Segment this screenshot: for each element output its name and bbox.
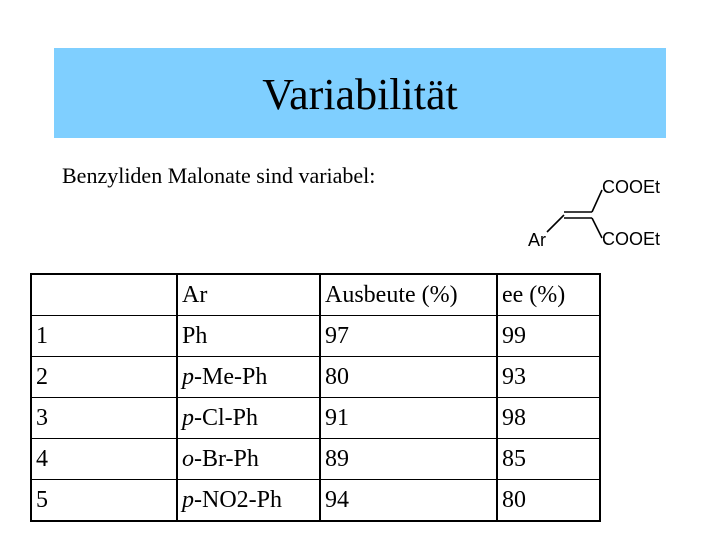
- header-yield: Ausbeute (%): [320, 274, 497, 316]
- row-index: 3: [31, 398, 177, 439]
- ar-prefix: p: [182, 363, 194, 390]
- table-row: [31, 480, 600, 522]
- title-bar: [54, 48, 666, 138]
- row-ee: 98: [497, 398, 600, 439]
- row-ar: [177, 398, 320, 439]
- row-yield: 94: [320, 480, 497, 522]
- row-index: 5: [31, 480, 177, 522]
- ar-prefix: o: [182, 445, 194, 472]
- results-table: [30, 273, 601, 522]
- table-header-row: [31, 274, 600, 316]
- row-ee: 80: [497, 480, 600, 522]
- row-ar: [177, 480, 320, 522]
- row-ar: [177, 357, 320, 398]
- row-ar: [177, 316, 320, 357]
- row-yield: 91: [320, 398, 497, 439]
- ester-top-label: COOEt: [602, 177, 661, 197]
- bond-ar: [547, 215, 564, 232]
- ar-name: -NO2-Ph: [194, 486, 282, 513]
- header-ee: ee (%): [497, 274, 600, 316]
- header-index: [31, 274, 177, 316]
- row-yield: 89: [320, 439, 497, 480]
- ester-bottom-label: COOEt: [602, 229, 661, 249]
- row-ee: 93: [497, 357, 600, 398]
- ar-name: Ph: [182, 322, 208, 349]
- table-row: [31, 357, 600, 398]
- ar-name: -Cl-Ph: [194, 404, 259, 431]
- row-index: 4: [31, 439, 177, 480]
- table-row: [31, 439, 600, 480]
- slide-title: Variabilität: [262, 70, 458, 119]
- subtitle: Benzyliden Malonate sind variabel:: [62, 163, 376, 188]
- row-yield: 80: [320, 357, 497, 398]
- row-ee: 85: [497, 439, 600, 480]
- header-ar: Ar: [177, 274, 320, 316]
- ar-name: -Br-Ph: [194, 445, 259, 472]
- ar-prefix: p: [182, 404, 194, 431]
- bond-ester-bottom: [592, 218, 602, 238]
- row-index: 2: [31, 357, 177, 398]
- ar-name: -Me-Ph: [194, 363, 268, 390]
- aryl-label: Ar: [528, 230, 546, 250]
- benzylidene-malonate-structure: [520, 168, 680, 258]
- table-row: [31, 398, 600, 439]
- table-row: [31, 316, 600, 357]
- row-ar: [177, 439, 320, 480]
- row-ee: 99: [497, 316, 600, 357]
- row-yield: 97: [320, 316, 497, 357]
- row-index: 1: [31, 316, 177, 357]
- bond-ester-top: [592, 190, 602, 212]
- ar-prefix: p: [182, 486, 194, 513]
